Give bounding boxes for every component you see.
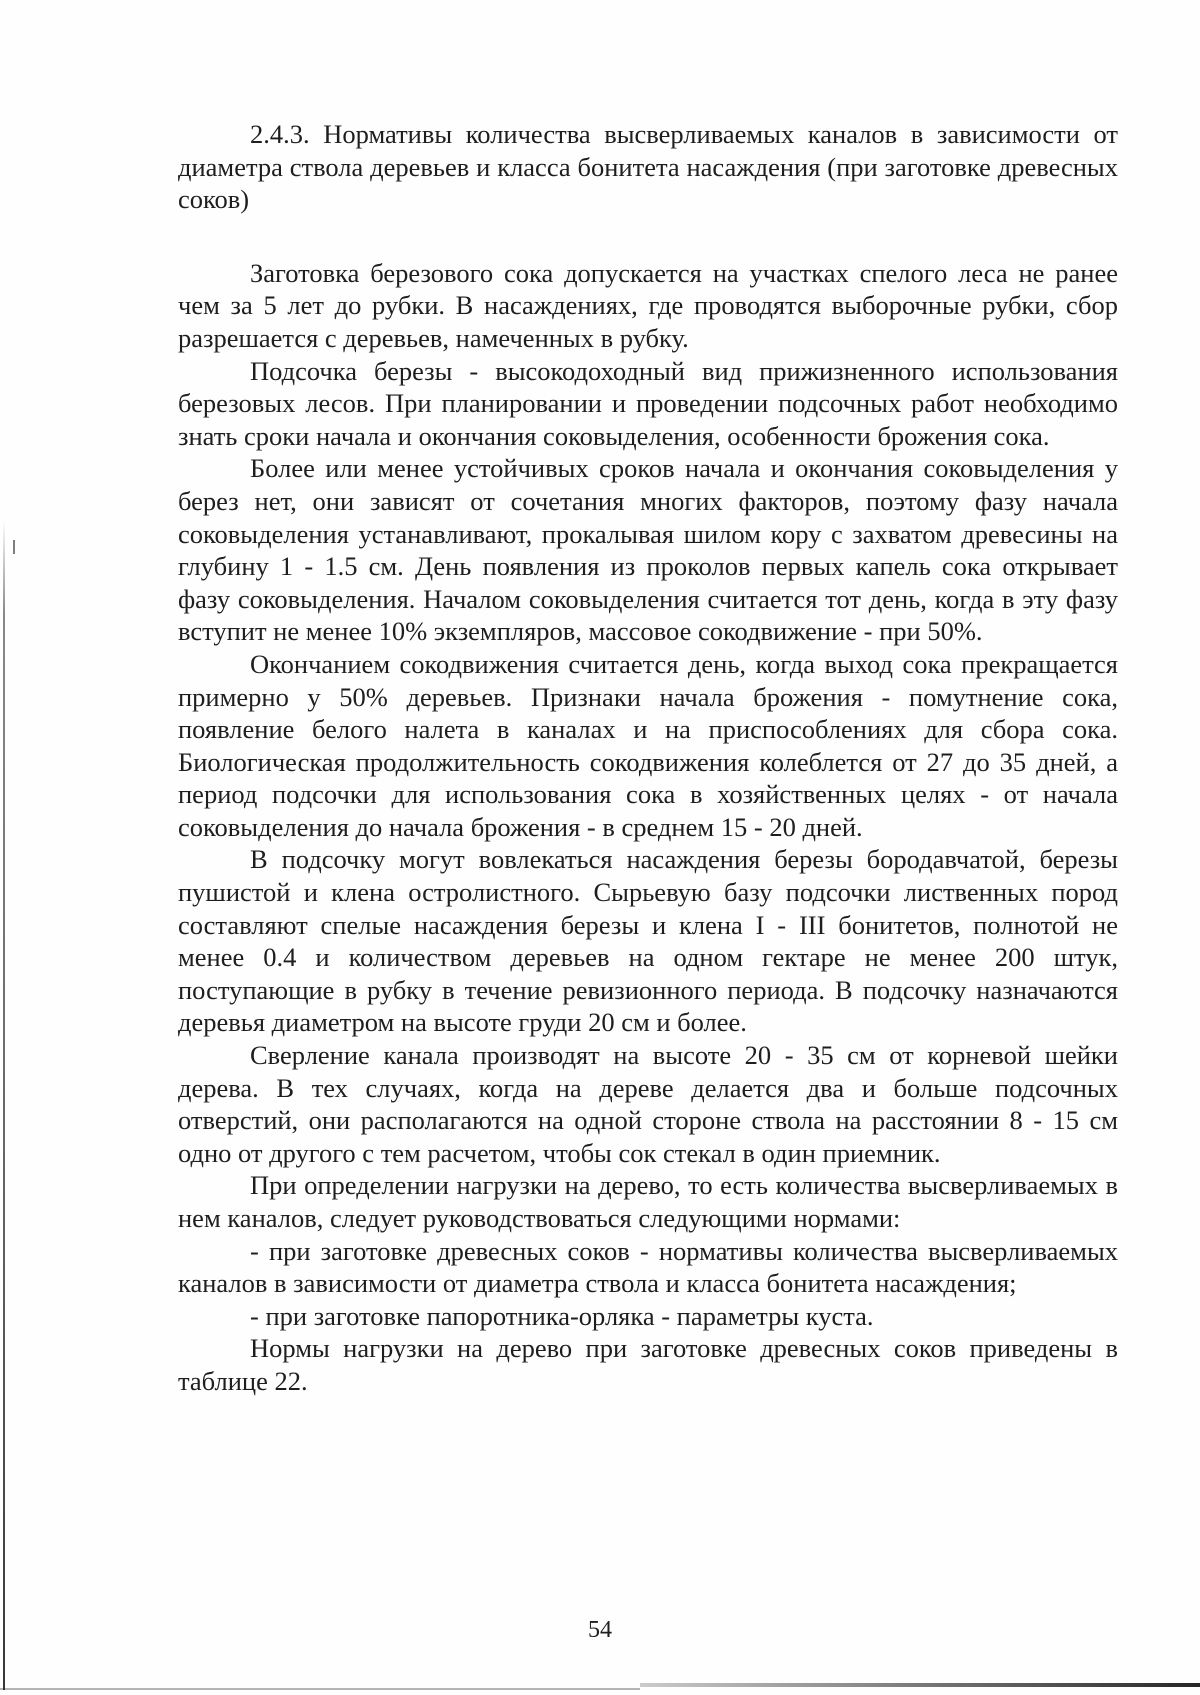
- list-item: - при заготовке древесных соков - нормативы количества высверливаемых каналов в зависимости от диаметра ствола и класса бонитета насаждения;: [178, 1235, 1118, 1299]
- paragraph: Окончанием сокодвижения считается день, когда выход сока прекращается примерно у 50% деревьев. Признаки начала брожения - помутнение сока, появление белого налета в каналах и на приспособлениях для сбора сока. Биологическая продолжительность сокодвижения колеблется от 27 до 35 дней, а период подсочки для использования сока в хозяйственных целях - от начала соковыделения до начала брожения - в среднем 15 - 20 дней.: [178, 648, 1118, 842]
- scan-mark: [13, 540, 15, 554]
- paragraph: Подсочка березы - высокодоходный вид прижизненного использования березовых лесов. При планировании и проведении подсочных работ необходимо знать сроки начала и окончания соковыделения, особенности брожения сока.: [178, 355, 1118, 451]
- scan-edge-bottom-left: [0, 1688, 640, 1690]
- paragraph: Более или менее устойчивых сроков начала и окончания соковыделения у берез нет, они зависят от сочетания многих факторов, поэтому фазу начала соковыделения устанавливают, прокалывая шилом кору с захватом древесины на глубину 1 - 1.5 см. День появления из проколов первых капель сока открывает фазу соковыделения. Началом соковыделения считается тот день, когда в эту фазу вступит не менее 10% экземпляров, массовое сокодвижение - при 50%.: [178, 453, 1118, 647]
- paragraph: Заготовка березового сока допускается на участках спелого леса не ранее чем за 5 лет до рубки. В насаждениях, где проводятся выборочные рубки, сбор разрешается с деревьев, намеченных в рубку.: [178, 257, 1118, 353]
- page-number: 54: [588, 1617, 612, 1643]
- section-heading: 2.4.3. Нормативы количества высверливаемых каналов в зависимости от диаметра ствола деревьев и класса бонитета насаждения (при заготовке древесных соков): [178, 119, 1118, 215]
- paragraph: Нормы нагрузки на дерево при заготовке древесных соков приведены в таблице 22.: [178, 1333, 1118, 1396]
- scan-edge-left: [3, 520, 5, 1690]
- paragraph: Сверление канала производят на высоте 20 - 35 см от корневой шейки дерева. В тех случаях, когда на дереве делается два и больше подсочных отверстий, они располагаются на одной стороне ствола на расстоянии 8 - 15 см одно от другого с тем расчетом, чтобы сок стекал в один приемник.: [178, 1040, 1118, 1168]
- paragraph: В подсочку могут вовлекаться насаждения березы бородавчатой, березы пушистой и клена остролистного. Сырьевую базу подсочки лиственных пород составляют спелые насаждения березы и клена I - III бонитетов, полнотой не менее 0.4 и количеством деревьев на одном гектаре не менее 200 штук, поступающие в рубку в течение ревизионного периода. В подсочку назначаются деревья диаметром на высоте груди 20 см и более.: [178, 844, 1118, 1038]
- list-item: - при заготовке папоротника-орляка - параметры куста.: [250, 1300, 874, 1331]
- scan-edge-bottom: [640, 1683, 1200, 1687]
- heading-spacer: [178, 216, 1118, 257]
- paragraph: При определении нагрузки на дерево, то есть количества высверливаемых в нем каналов, следует руководствоваться следующими нормами:: [178, 1170, 1118, 1233]
- page-body: [178, 118, 1118, 1398]
